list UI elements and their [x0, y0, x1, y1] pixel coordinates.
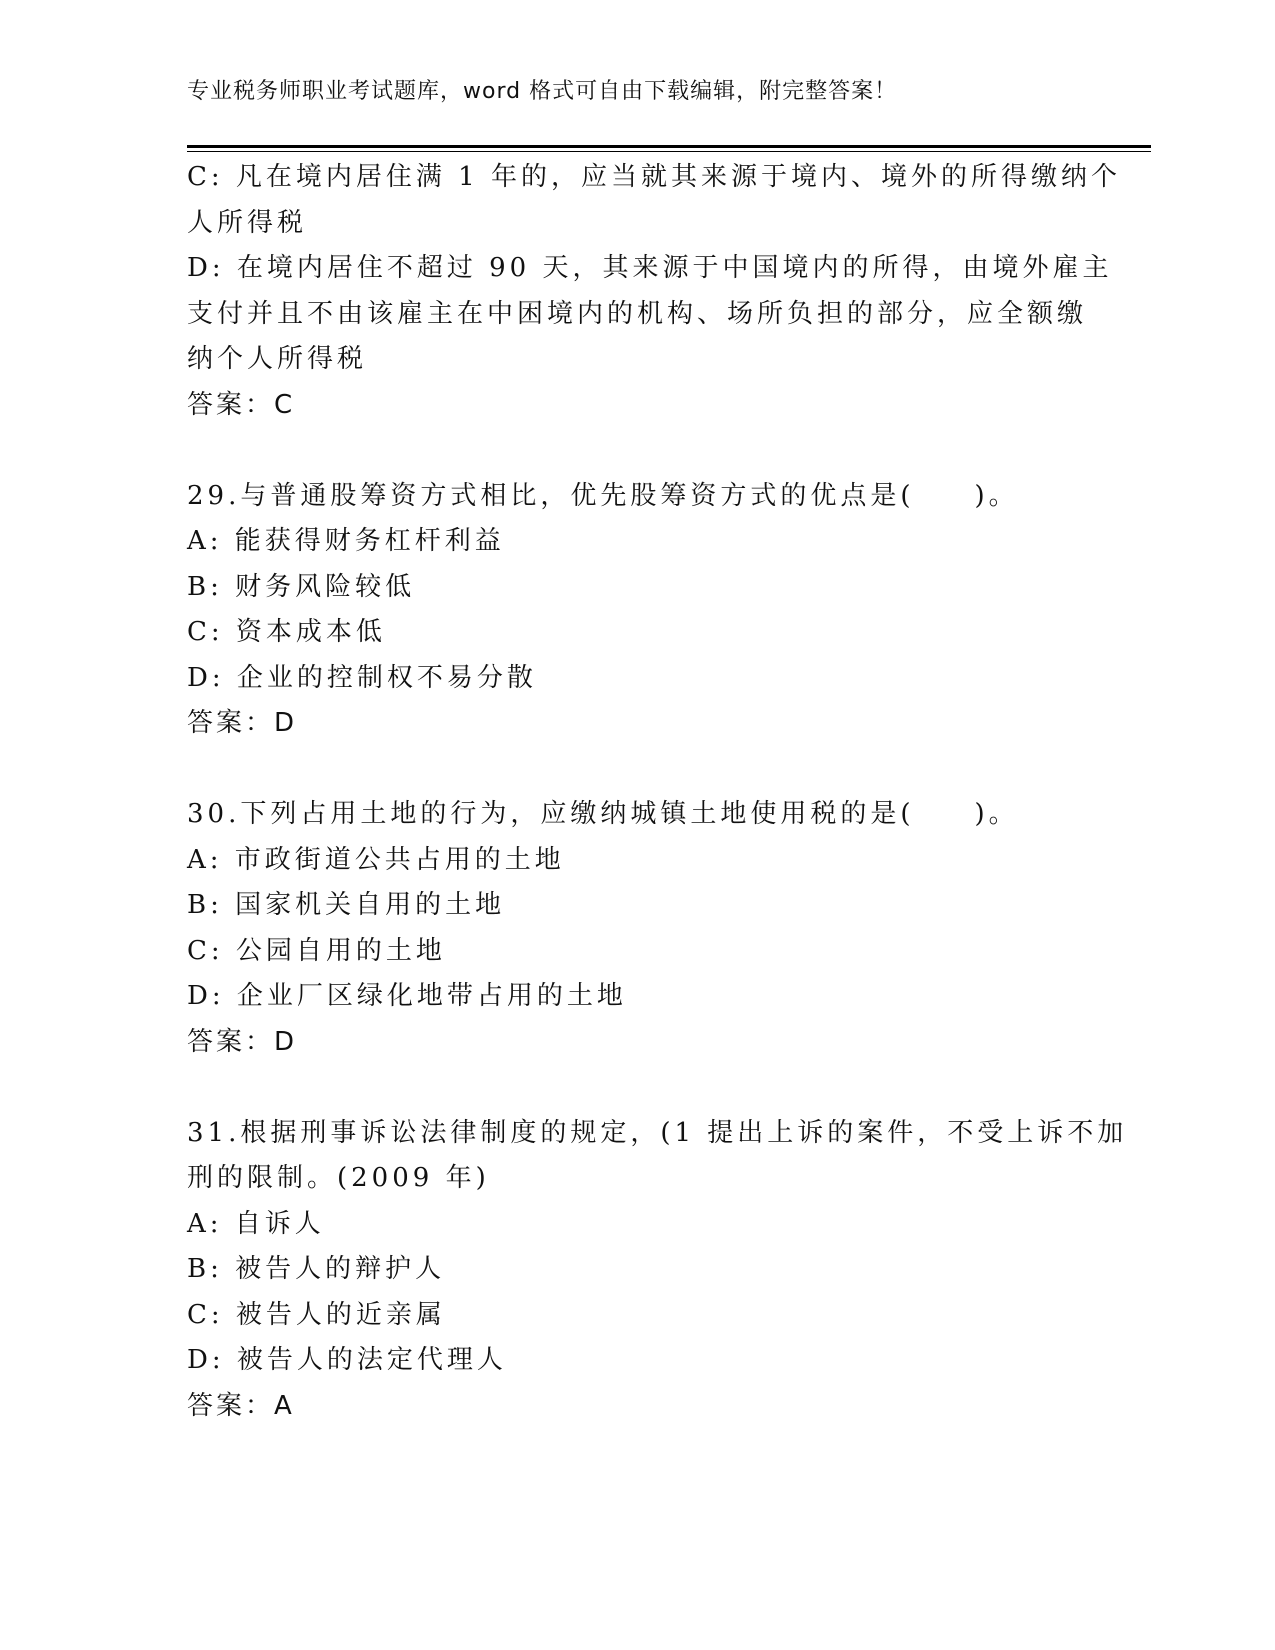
option-d-line-3: 纳个人所得税 — [187, 344, 368, 374]
option-d-line-2: 支付并且不由该雇主在中困境内的机构、场所负担的部分，应全额缴 — [187, 298, 1088, 329]
question-31-stem-line-1: 31.根据刑事诉讼法律制度的规定，(1 提出上诉的案件，不受上诉不加 — [187, 1117, 1128, 1148]
spacer — [187, 428, 1087, 474]
spacer — [187, 1065, 1087, 1111]
option-c-line-1: C: 凡在境内居住满 1 年的，应当就其来源于境内、境外的所得缴纳个 — [187, 162, 1121, 192]
question-29-stem: 29.与普通股筹资方式相比，优先股筹资方式的优点是( )。 — [187, 480, 1019, 511]
question-31-option-a: A: 自诉人 — [187, 1208, 325, 1239]
question-29-option-a: A: 能获得财务杠杆利益 — [187, 526, 505, 556]
option-c-line-2: 人所得税 — [187, 207, 308, 238]
question-31 — [187, 1111, 1128, 1430]
page-header: 专业税务师职业考试题库，word 格式可自由下载编辑，附完整答案！ — [187, 79, 898, 104]
question-29-option-d: D: 企业的控制权不易分散 — [187, 662, 537, 693]
spacer — [187, 747, 1087, 793]
answer-28: 答案：C — [187, 389, 296, 420]
question-31-stem-line-2: 刑的限制。(2009 年) — [187, 1163, 490, 1193]
header-rule-thin — [187, 151, 1151, 152]
answer-31: 答案：A — [187, 1390, 295, 1421]
answer-30: 答案：D — [187, 1026, 298, 1057]
question-31-option-c: C: 被告人的近亲属 — [187, 1299, 446, 1330]
header-rule-thick — [187, 145, 1151, 148]
question-29-option-b: B: 财务风险较低 — [187, 571, 416, 602]
question-30-option-d: D: 企业厂区绿化地带占用的土地 — [187, 981, 627, 1011]
question-29 — [187, 474, 1087, 747]
answer-29: 答案：D — [187, 708, 298, 738]
document-body — [187, 155, 1128, 1429]
question-30 — [187, 792, 1087, 1065]
option-d-line-1: D: 在境内居住不超过 90 天，其来源于中国境内的所得，由境外雇主 — [187, 253, 1113, 283]
question-28-tail — [187, 155, 1121, 428]
question-31-option-d: D: 被告人的法定代理人 — [187, 1345, 507, 1375]
question-31-option-b: B: 被告人的辩护人 — [187, 1254, 446, 1284]
question-29-option-c: C: 资本成本低 — [187, 617, 386, 647]
question-30-stem: 30.下列占用土地的行为，应缴纳城镇土地使用税的是( )。 — [187, 799, 1019, 829]
question-30-option-b: B: 国家机关自用的土地 — [187, 890, 506, 920]
question-30-option-c: C: 公园自用的土地 — [187, 935, 446, 966]
question-30-option-a: A: 市政街道公共占用的土地 — [187, 844, 565, 875]
